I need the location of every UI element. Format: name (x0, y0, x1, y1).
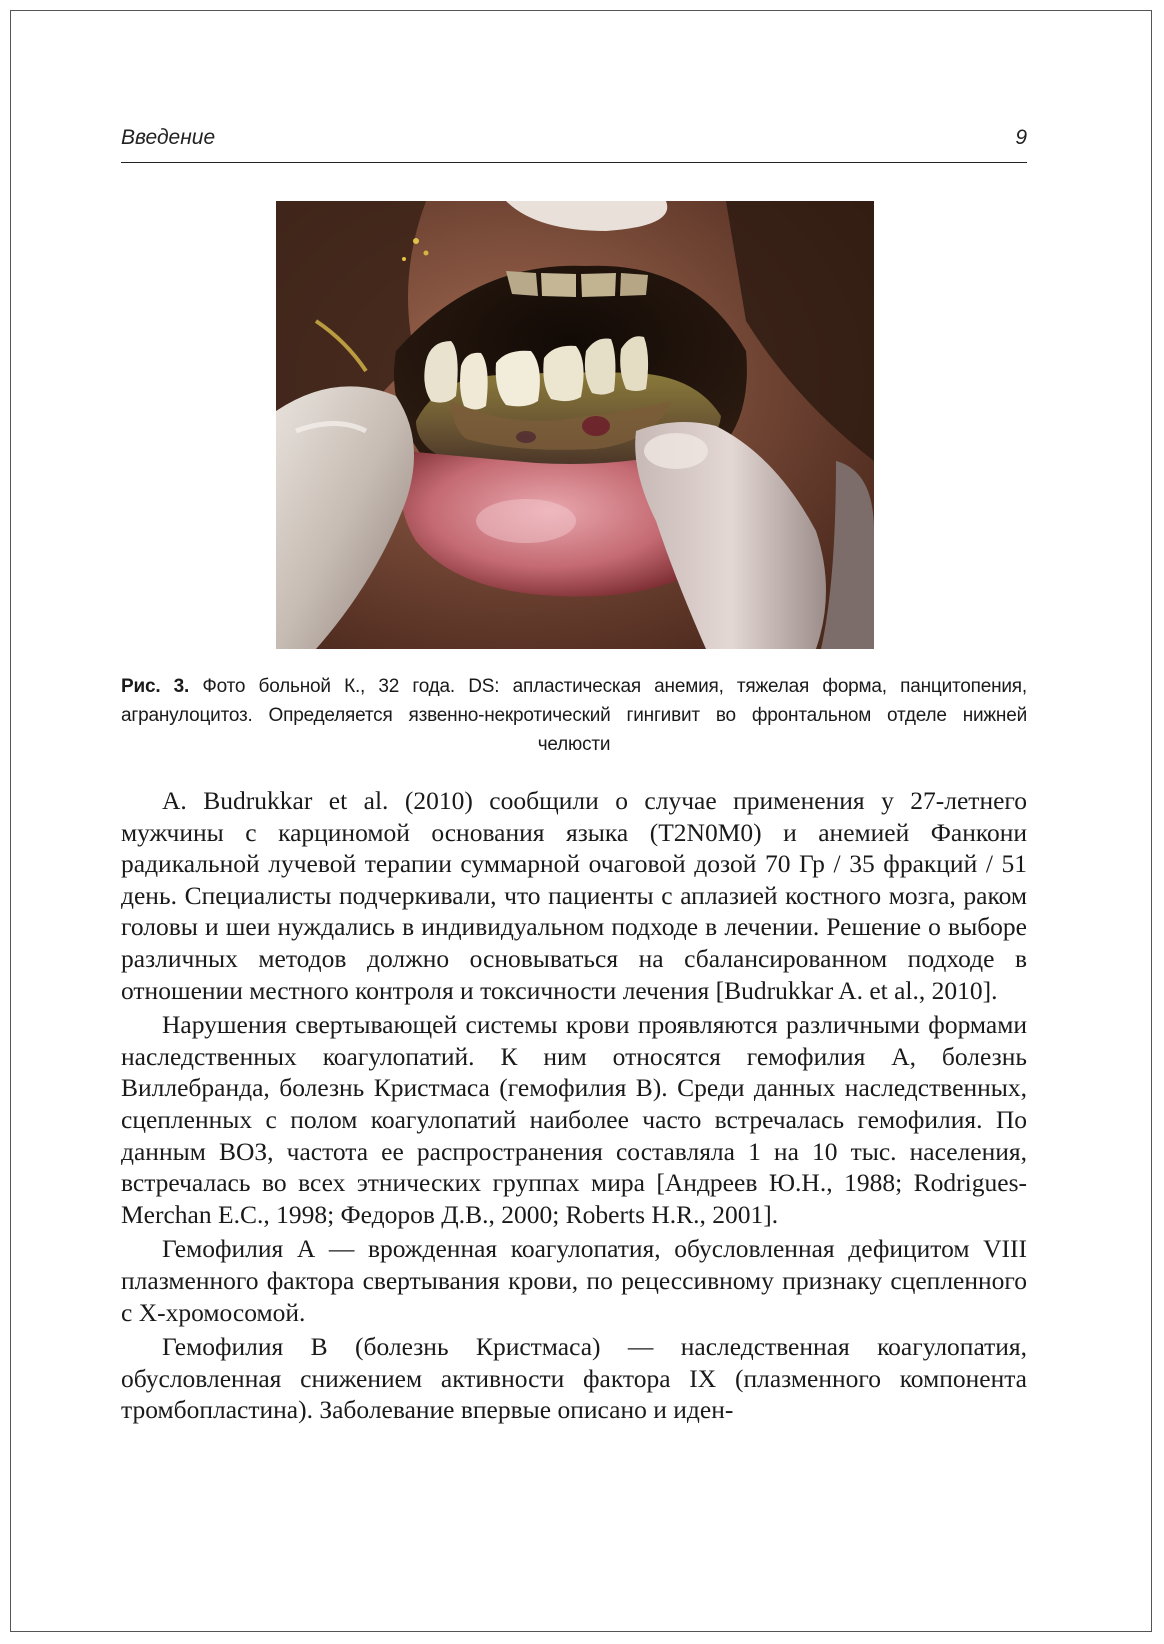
running-head (121, 126, 1027, 163)
paragraph: Гемофилия А — врожденная коагулопатия, обусловленная дефицитом VIII плазменного фактора свертывания крови, по рецессивному признаку сцепленного с Х-хромосомой. (121, 1234, 1027, 1327)
figure-caption (121, 672, 1027, 759)
section-title: Введение (121, 126, 216, 149)
paragraph: A. Budrukkar et al. (2010) сообщили о случае применения у 27-летнего мужчины с карциномой основания языка (T2N0M0) и анемией Фанкони радикальной лучевой терапии суммарной очаговой дозой 70 Гр / 35 фракций / 51 день. Специалисты подчеркивали, что пациенты с аплазией костного мозга, раком головы и шеи нуждались в индивидуальном подходе в лечении. Решение о выборе различных методов должно основываться на сбалансированном подходе в отношении местного контроля и токсичности лечения [Budrukkar A. et al., 2010]. (121, 786, 1027, 1005)
figure-caption-text: Фото больной К., 32 года. DS: апластическая анемия, тяжелая форма, панцитопения, агранулоцитоз. Определяется язвенно-некротический гингивит во фронтальном отделе нижней челюсти (121, 676, 1027, 755)
paragraph: Гемофилия В (болезнь Кристмаса) — наследственная коагулопатия, обусловленная снижением активности фактора IX (плазменного компонента тромбопластина). Заболевание впервые описано и иден- (121, 1332, 1027, 1425)
clinical-photo (276, 201, 874, 649)
figure-label: Рис. 3. (121, 676, 190, 697)
body-text (121, 785, 1027, 1426)
paragraph: Нарушения свертывающей системы крови проявляются различными формами наследственных коагулопатий. К ним относятся гемофилия А, болезнь Виллебранда, болезнь Кристмаса (гемофилия В). Среди данных наследственных, сцепленных с полом коагулопатий наиболее часто встречалась гемофилия. По данным ВОЗ, частота ее распространения составляла 1 на 10 тыс. населения, встречалась во всех этнических группах мира [Андреев Ю.Н., 1988; Rodrigues-Merchan E.C., 1998; Федоров Д.В., 2000; Roberts H.R., 2001]. (121, 1010, 1027, 1229)
page-number: 9 (1015, 126, 1027, 149)
